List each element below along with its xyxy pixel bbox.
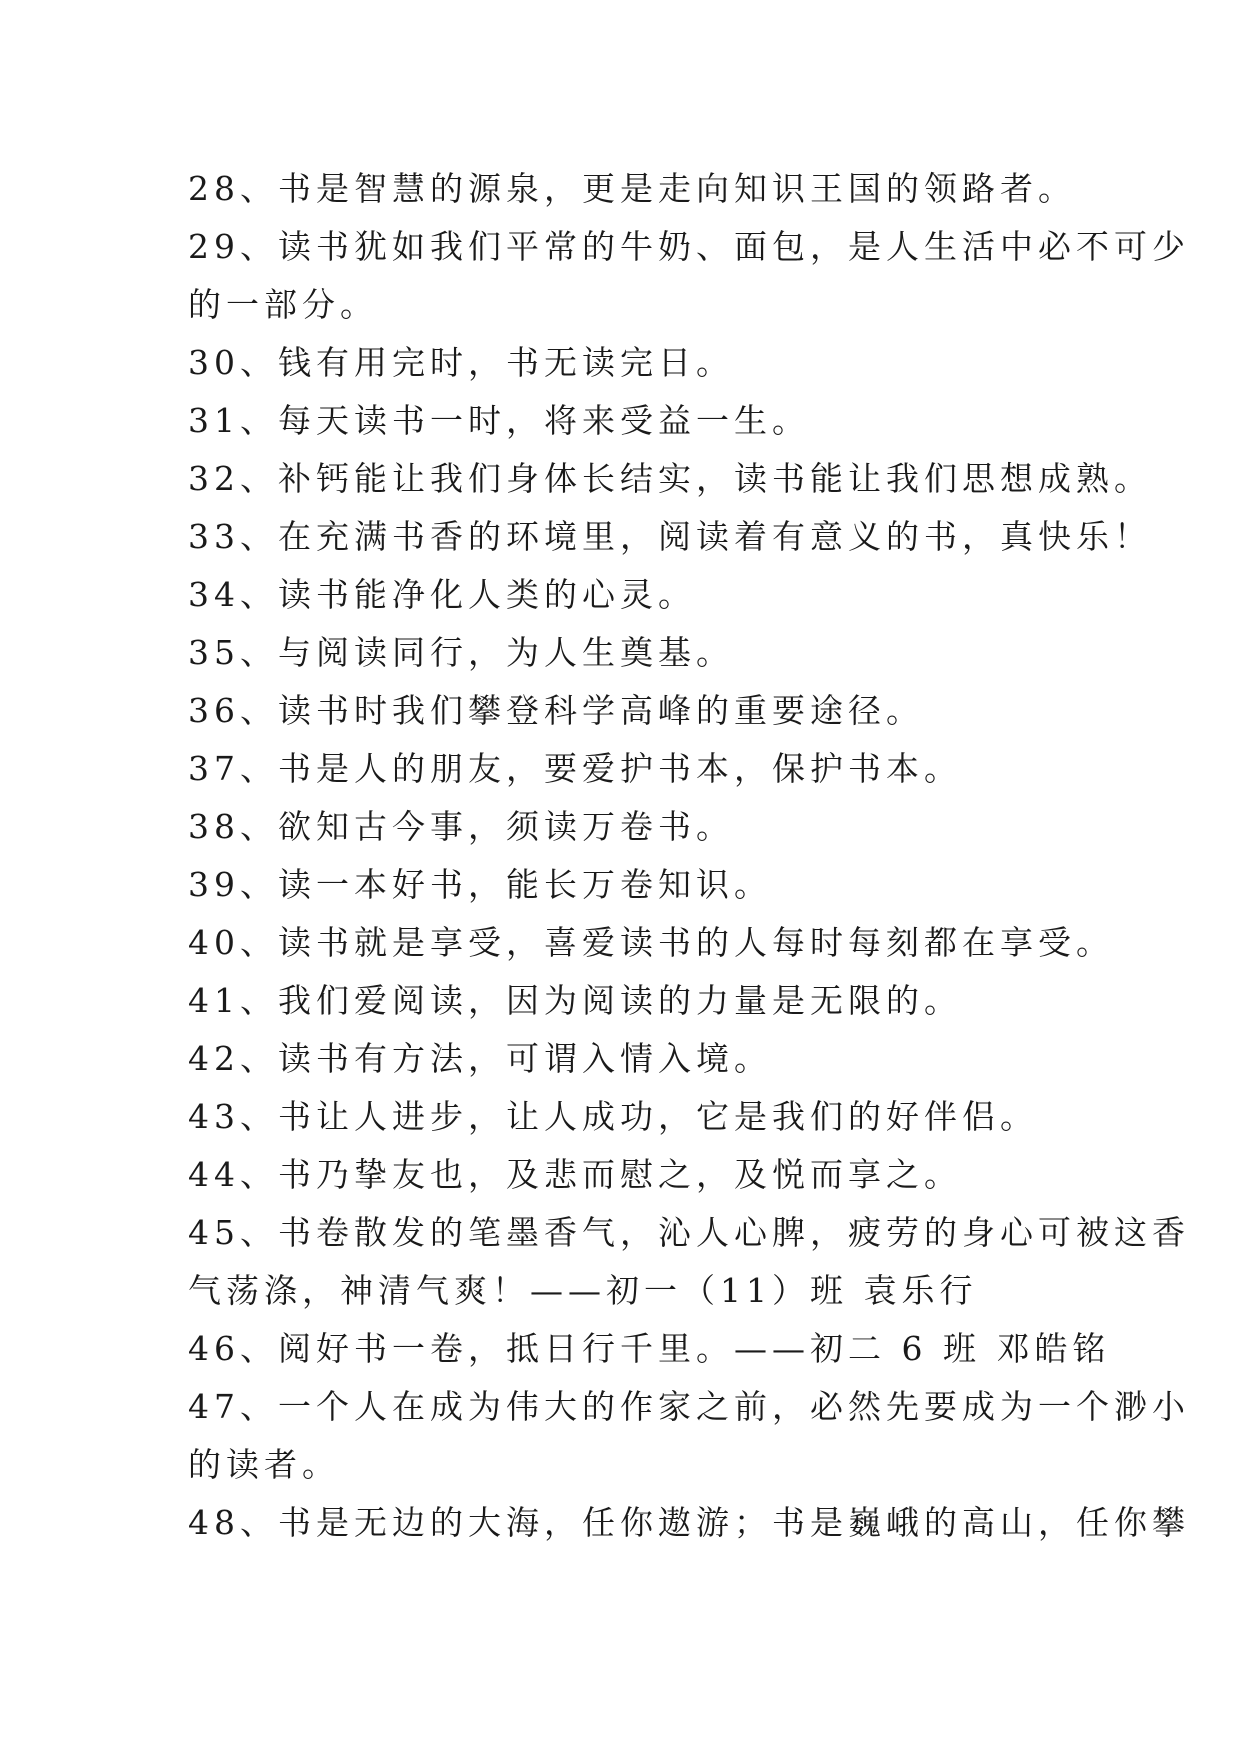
- text-line: 29、读书犹如我们平常的牛奶、面包，是人生活中必不可少: [188, 227, 1190, 266]
- text-line: 34、读书能净化人类的心灵。: [188, 575, 696, 614]
- text-line: 36、读书时我们攀登科学高峰的重要途径。: [188, 691, 924, 730]
- text-line: 33、在充满书香的环境里，阅读着有意义的书，真快乐！: [188, 517, 1152, 556]
- text-line: 31、每天读书一时，将来受益一生。: [188, 401, 810, 440]
- text-line: 30、钱有用完时，书无读完日。: [188, 343, 734, 382]
- text-line: 38、欲知古今事，须读万卷书。: [188, 807, 734, 846]
- text-line: 48、书是无边的大海，任你遨游；书是巍峨的高山，任你攀: [188, 1503, 1190, 1542]
- text-line: 44、书乃挚友也，及悲而慰之，及悦而享之。: [188, 1155, 962, 1194]
- document-body: [188, 160, 1190, 1552]
- text-line: 41、我们爱阅读，因为阅读的力量是无限的。: [188, 981, 962, 1020]
- text-line: 40、读书就是享受，喜爱读书的人每时每刻都在享受。: [188, 923, 1114, 962]
- text-line: 32、补钙能让我们身体长结实，读书能让我们思想成熟。: [188, 459, 1152, 498]
- text-line: 37、书是人的朋友，要爱护书本，保护书本。: [188, 749, 962, 788]
- text-line: 39、读一本好书，能长万卷知识。: [188, 865, 772, 904]
- text-line: 35、与阅读同行，为人生奠基。: [188, 633, 734, 672]
- text-line: 43、书让人进步，让人成功，它是我们的好伴侣。: [188, 1097, 1038, 1136]
- text-line: 的一部分。: [188, 285, 378, 324]
- text-line: 28、书是智慧的源泉，更是走向知识王国的领路者。: [188, 169, 1076, 208]
- text-line: 气荡涤，神清气爽！——初一（11）班 袁乐行: [188, 1271, 978, 1310]
- text-line: 42、读书有方法，可谓入情入境。: [188, 1039, 772, 1078]
- text-line: 45、书卷散发的笔墨香气，沁人心脾，疲劳的身心可被这香: [188, 1213, 1190, 1252]
- text-line: 46、阅好书一卷，抵日行千里。——初二 6 班 邓皓铭: [188, 1329, 1111, 1368]
- text-line: 的读者。: [188, 1445, 340, 1484]
- text-line: 47、一个人在成为伟大的作家之前，必然先要成为一个渺小: [188, 1387, 1190, 1426]
